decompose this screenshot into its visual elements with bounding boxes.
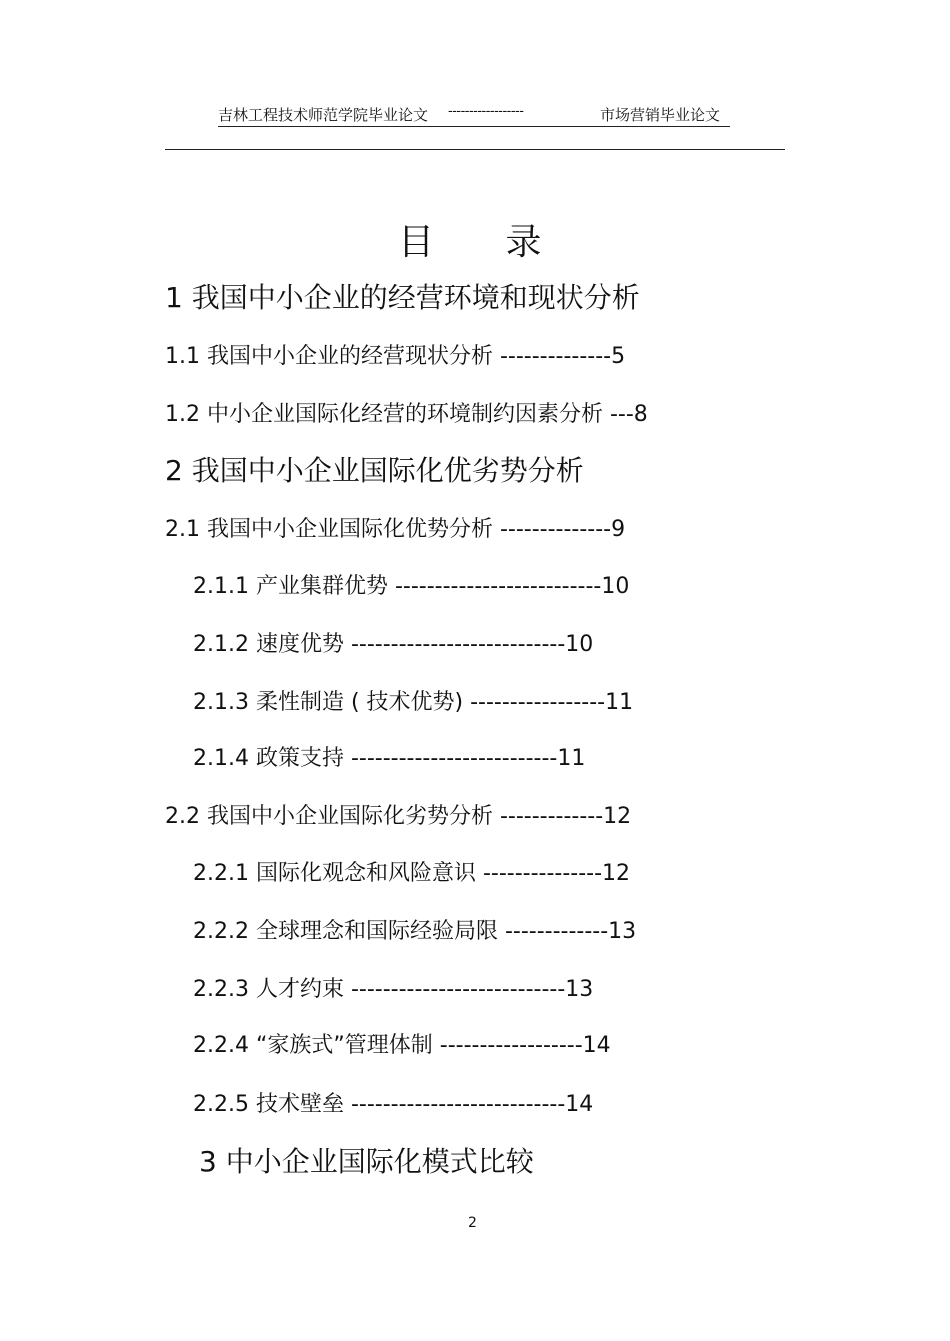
toc-subsection-2-2-1[interactable]: 2.2.1 国际化观念和风险意识 ---------------12 <box>193 861 631 886</box>
toc-subsection-2-2-2[interactable]: 2.2.2 全球理念和国际经验局限 -------------13 <box>193 919 637 944</box>
toc-subsection-2-2-4[interactable]: 2.2.4 “家族式”管理体制 ------------------14 <box>193 1033 611 1058</box>
toc-subsection-2-2-3[interactable]: 2.2.3 人才约束 ---------------------------13 <box>193 977 594 1002</box>
toc-subsection-2-1-2[interactable]: 2.1.2 速度优势 ---------------------------10 <box>193 632 594 657</box>
toc-chapter-1[interactable]: 1 我国中小企业的经营环境和现状分析 <box>165 281 640 314</box>
toc-subsection-2-1-3[interactable]: 2.1.3 柔性制造 ( 技术优势) -----------------11 <box>193 690 634 715</box>
toc-section-2-2[interactable]: 2.2 我国中小企业国际化劣势分析 -------------12 <box>165 804 632 829</box>
toc-subsection-2-1-4[interactable]: 2.1.4 政策支持 --------------------------11 <box>193 746 586 771</box>
running-header-school: 吉林工程技术师范学院毕业论文 <box>218 106 429 124</box>
toc-chapter-3[interactable]: 3 中小企业国际化模式比较 <box>199 1145 534 1178</box>
header-rule <box>165 149 785 150</box>
toc-section-1-1[interactable]: 1.1 我国中小企业的经营现状分析 --------------5 <box>165 344 626 369</box>
toc-title: 目 录 <box>398 222 543 263</box>
running-header-dashes: ------------------ <box>448 104 524 119</box>
toc-section-2-1[interactable]: 2.1 我国中小企业国际化优势分析 --------------9 <box>165 517 626 542</box>
toc-section-1-2[interactable]: 1.2 中小企业国际化经营的环境制约因素分析 ---8 <box>165 402 648 427</box>
page-number: 2 <box>468 1215 477 1231</box>
running-header-major: 市场营销毕业论文 <box>600 106 721 124</box>
toc-subsection-2-2-5[interactable]: 2.2.5 技术壁垒 ---------------------------14 <box>193 1092 594 1117</box>
toc-subsection-2-1-1[interactable]: 2.1.1 产业集群优势 --------------------------10 <box>193 574 630 599</box>
toc-chapter-2[interactable]: 2 我国中小企业国际化优劣势分析 <box>165 454 584 487</box>
header-underline <box>218 126 730 127</box>
